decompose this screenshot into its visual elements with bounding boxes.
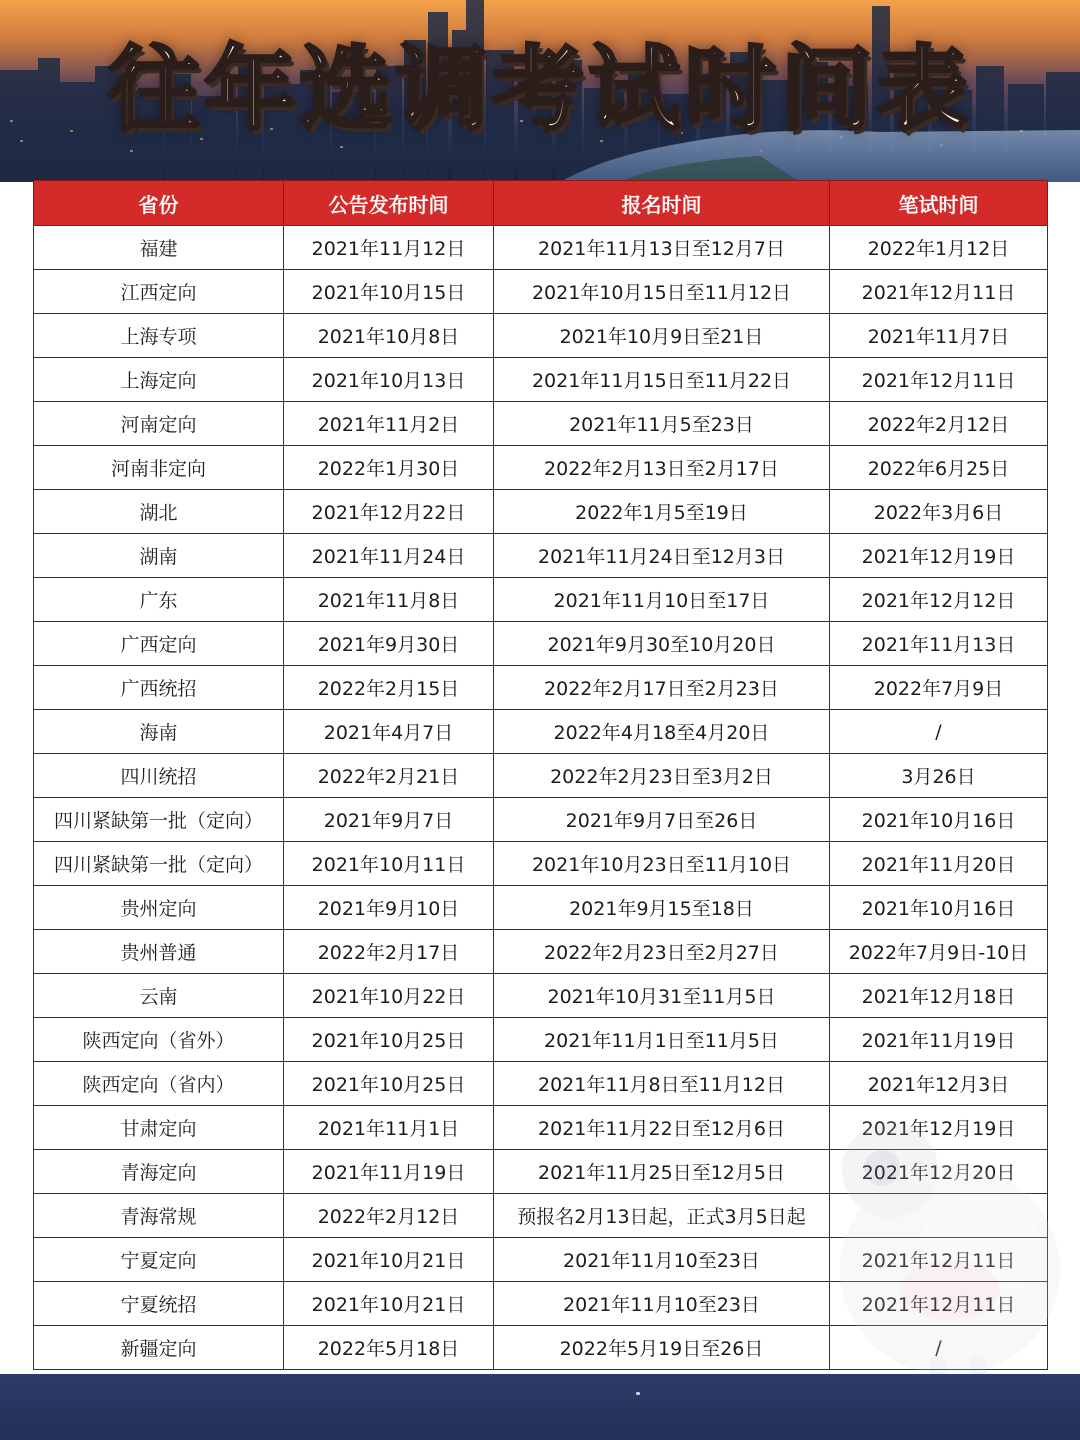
table-cell-registration: 2021年9月30至10月20日 [494, 622, 830, 666]
table-cell-registration: 2021年11月15日至11月22日 [494, 358, 830, 402]
table-cell-province: 上海定向 [34, 358, 284, 402]
table-cell-exam: 2021年12月3日 [830, 1062, 1048, 1106]
table-cell-exam: 2021年12月11日 [830, 270, 1048, 314]
table-cell-province: 青海常规 [34, 1194, 284, 1238]
table-cell-registration: 2021年10月9日至21日 [494, 314, 830, 358]
table-cell-registration: 2021年9月7日至26日 [494, 798, 830, 842]
table-cell-province: 陕西定向（省外） [34, 1018, 284, 1062]
table-cell-exam: 2022年7月9日 [830, 666, 1048, 710]
table-cell-province: 四川紧缺第一批（定向） [34, 842, 284, 886]
table-row [34, 490, 1048, 534]
table-cell-exam: 2021年12月12日 [830, 578, 1048, 622]
table-row [34, 402, 1048, 446]
table-cell-province: 河南定向 [34, 402, 284, 446]
table-cell-announcement: 2022年2月15日 [284, 666, 494, 710]
table-cell-registration: 2021年11月22日至12月6日 [494, 1106, 830, 1150]
table-cell-province: 四川紧缺第一批（定向） [34, 798, 284, 842]
table-cell-announcement: 2021年11月8日 [284, 578, 494, 622]
table-cell-announcement: 2021年9月10日 [284, 886, 494, 930]
table-cell-announcement: 2022年2月21日 [284, 754, 494, 798]
table-cell-province: 宁夏统招 [34, 1282, 284, 1326]
table-cell-announcement: 2021年9月7日 [284, 798, 494, 842]
table-cell-exam: 2022年2月12日 [830, 402, 1048, 446]
table-row [34, 1238, 1048, 1282]
table-cell-registration: 2021年11月10日至17日 [494, 578, 830, 622]
table-cell-announcement: 2021年9月30日 [284, 622, 494, 666]
table-cell-exam: 2021年12月19日 [830, 1106, 1048, 1150]
table-cell-announcement: 2021年10月8日 [284, 314, 494, 358]
table-cell-province: 青海定向 [34, 1150, 284, 1194]
table-cell-registration: 2021年11月25日至12月5日 [494, 1150, 830, 1194]
table-body [34, 226, 1048, 1370]
table-row [34, 314, 1048, 358]
table-cell-announcement: 2022年5月18日 [284, 1326, 494, 1370]
table-cell-announcement: 2021年10月21日 [284, 1238, 494, 1282]
header-banner [0, 0, 1080, 182]
table-row [34, 1194, 1048, 1238]
schedule-table-container [33, 180, 1047, 1370]
table-cell-registration: 2022年4月18至4月20日 [494, 710, 830, 754]
table-cell-announcement: 2021年10月21日 [284, 1282, 494, 1326]
table-row [34, 974, 1048, 1018]
table-row [34, 1106, 1048, 1150]
table-cell-exam: 2021年12月11日 [830, 1238, 1048, 1282]
table-cell-announcement: 2021年11月24日 [284, 534, 494, 578]
table-cell-province: 上海专项 [34, 314, 284, 358]
table-row [34, 226, 1048, 270]
table-cell-registration: 2022年2月17日至2月23日 [494, 666, 830, 710]
table-row [34, 358, 1048, 402]
table-cell-exam [830, 1194, 1048, 1238]
table-cell-exam: 2021年12月20日 [830, 1150, 1048, 1194]
table-row [34, 886, 1048, 930]
table-cell-announcement: 2021年11月1日 [284, 1106, 494, 1150]
table-row [34, 578, 1048, 622]
page-title: 往年选调考试时间表 [107, 36, 972, 143]
table-cell-registration: 2021年11月13日至12月7日 [494, 226, 830, 270]
table-cell-exam: 2021年11月19日 [830, 1018, 1048, 1062]
table-cell-province: 甘肃定向 [34, 1106, 284, 1150]
table-cell-registration: 2022年2月23日至3月2日 [494, 754, 830, 798]
table-row [34, 798, 1048, 842]
table-cell-registration: 2022年1月5至19日 [494, 490, 830, 534]
table-cell-registration: 2021年11月8日至11月12日 [494, 1062, 830, 1106]
table-cell-announcement: 2021年10月11日 [284, 842, 494, 886]
table-row [34, 666, 1048, 710]
table-row [34, 622, 1048, 666]
table-cell-province: 湖北 [34, 490, 284, 534]
table-cell-registration: 2022年2月13日至2月17日 [494, 446, 830, 490]
table-cell-announcement: 2021年10月22日 [284, 974, 494, 1018]
table-cell-announcement: 2021年11月12日 [284, 226, 494, 270]
table-cell-announcement: 2022年2月12日 [284, 1194, 494, 1238]
table-cell-announcement: 2021年10月13日 [284, 358, 494, 402]
table-cell-registration: 2021年10月15日至11月12日 [494, 270, 830, 314]
table-cell-registration: 2022年2月23日至2月27日 [494, 930, 830, 974]
table-row [34, 754, 1048, 798]
table-cell-announcement: 2021年12月22日 [284, 490, 494, 534]
table-row [34, 930, 1048, 974]
table-cell-announcement: 2022年1月30日 [284, 446, 494, 490]
table-cell-announcement: 2021年10月15日 [284, 270, 494, 314]
table-cell-exam: 2021年12月18日 [830, 974, 1048, 1018]
table-cell-announcement: 2021年10月25日 [284, 1018, 494, 1062]
table-row [34, 710, 1048, 754]
table-cell-registration: 2022年5月19日至26日 [494, 1326, 830, 1370]
table-cell-exam: / [830, 710, 1048, 754]
table-cell-registration: 预报名2月13日起，正式3月5日起 [494, 1194, 830, 1238]
table-cell-province: 广西统招 [34, 666, 284, 710]
table-cell-registration: 2021年10月23日至11月10日 [494, 842, 830, 886]
table-cell-announcement: 2021年10月25日 [284, 1062, 494, 1106]
column-header-province: 省份 [34, 181, 284, 226]
table-cell-province: 河南非定向 [34, 446, 284, 490]
table-cell-exam: 2021年10月16日 [830, 886, 1048, 930]
table-cell-exam: 2021年11月13日 [830, 622, 1048, 666]
table-row [34, 842, 1048, 886]
table-cell-exam: 2022年7月9日-10日 [830, 930, 1048, 974]
column-header-written-exam-date: 笔试时间 [830, 181, 1048, 226]
table-cell-registration: 2021年11月5至23日 [494, 402, 830, 446]
table-cell-registration: 2021年11月1日至11月5日 [494, 1018, 830, 1062]
table-cell-exam: 2021年12月11日 [830, 1282, 1048, 1326]
table-cell-province: 江西定向 [34, 270, 284, 314]
footer-band [0, 1374, 1080, 1440]
table-cell-province: 贵州定向 [34, 886, 284, 930]
table-cell-exam: 2021年12月19日 [830, 534, 1048, 578]
table-cell-province: 广东 [34, 578, 284, 622]
table-cell-exam: 2021年12月11日 [830, 358, 1048, 402]
table-cell-province: 宁夏定向 [34, 1238, 284, 1282]
table-row [34, 1018, 1048, 1062]
table-row [34, 1062, 1048, 1106]
table-cell-province: 陕西定向（省内） [34, 1062, 284, 1106]
table-cell-exam: / [830, 1326, 1048, 1370]
table-cell-announcement: 2021年4月7日 [284, 710, 494, 754]
table-cell-province: 福建 [34, 226, 284, 270]
table-cell-province: 四川统招 [34, 754, 284, 798]
schedule-table [33, 180, 1048, 1370]
table-row [34, 1326, 1048, 1370]
table-cell-province: 海南 [34, 710, 284, 754]
footer-dot [636, 1392, 640, 1395]
table-row [34, 1150, 1048, 1194]
table-cell-exam: 3月26日 [830, 754, 1048, 798]
table-cell-registration: 2021年11月10至23日 [494, 1238, 830, 1282]
table-cell-exam: 2022年6月25日 [830, 446, 1048, 490]
table-row [34, 446, 1048, 490]
table-row [34, 1282, 1048, 1326]
table-cell-exam: 2022年3月6日 [830, 490, 1048, 534]
column-header-registration-period: 报名时间 [494, 181, 830, 226]
table-cell-exam: 2022年1月12日 [830, 226, 1048, 270]
table-cell-registration: 2021年11月24日至12月3日 [494, 534, 830, 578]
table-cell-province: 广西定向 [34, 622, 284, 666]
table-cell-announcement: 2021年11月19日 [284, 1150, 494, 1194]
table-cell-exam: 2021年11月7日 [830, 314, 1048, 358]
table-cell-registration: 2021年9月15至18日 [494, 886, 830, 930]
table-cell-registration: 2021年11月10至23日 [494, 1282, 830, 1326]
table-cell-province: 新疆定向 [34, 1326, 284, 1370]
table-cell-exam: 2021年11月20日 [830, 842, 1048, 886]
table-cell-province: 湖南 [34, 534, 284, 578]
table-cell-province: 贵州普通 [34, 930, 284, 974]
table-cell-exam: 2021年10月16日 [830, 798, 1048, 842]
table-row [34, 534, 1048, 578]
table-cell-announcement: 2022年2月17日 [284, 930, 494, 974]
table-cell-announcement: 2021年11月2日 [284, 402, 494, 446]
column-header-announcement-date: 公告发布时间 [284, 181, 494, 226]
table-header-row [34, 181, 1048, 226]
table-row [34, 270, 1048, 314]
table-cell-registration: 2021年10月31至11月5日 [494, 974, 830, 1018]
table-cell-province: 云南 [34, 974, 284, 1018]
